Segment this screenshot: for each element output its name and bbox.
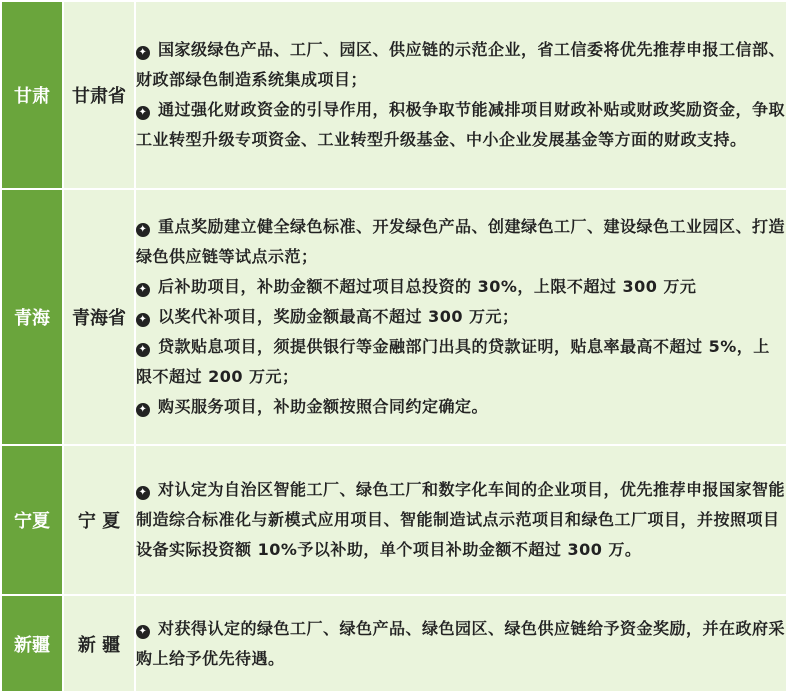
policy-content-cell	[135, 189, 787, 445]
province-cell: 青海省	[63, 189, 135, 445]
star-bullet-icon: ✦	[136, 46, 150, 60]
province-cell: 宁 夏	[63, 445, 135, 595]
policy-item	[136, 475, 786, 565]
province-cell: 新 疆	[63, 595, 135, 692]
policy-item-text: 重点奖励建立健全绿色标准、开发绿色产品、创建绿色工厂、建设绿色工业园区、打造绿色供应链等试点示范；	[136, 217, 786, 266]
star-bullet-icon: ✦	[136, 403, 150, 417]
policy-item	[136, 272, 786, 302]
region-cell: 甘肃	[1, 1, 63, 189]
policy-row	[1, 445, 787, 595]
policy-content-cell	[135, 445, 787, 595]
policy-item	[136, 302, 786, 332]
policy-content-cell	[135, 1, 787, 189]
policy-item-text: 后补助项目，补助金额不超过项目总投资的 30%，上限不超过 300 万元	[158, 277, 697, 296]
policy-item	[136, 35, 786, 95]
star-bullet-icon: ✦	[136, 625, 150, 639]
star-bullet-icon: ✦	[136, 486, 150, 500]
policy-item-text: 贷款贴息项目，须提供银行等金融部门出具的贷款证明，贴息率最高不超过 5%，上限不超过 200 万元；	[136, 337, 770, 386]
policy-row	[1, 189, 787, 445]
policy-item-text: 通过强化财政资金的引导作用，积极争取节能减排项目财政补贴或财政奖励资金，争取工业转型升级专项资金、工业转型升级基金、中小企业发展基金等方面的财政支持。	[136, 100, 786, 149]
star-bullet-icon: ✦	[136, 343, 150, 357]
policy-row	[1, 595, 787, 692]
policy-item	[136, 95, 786, 155]
region-cell: 宁夏	[1, 445, 63, 595]
star-bullet-icon: ✦	[136, 283, 150, 297]
policy-item	[136, 392, 786, 422]
policy-item	[136, 332, 786, 392]
region-cell: 青海	[1, 189, 63, 445]
policy-item-text: 国家级绿色产品、工厂、园区、供应链的示范企业，省工信委将优先推荐申报工信部、财政部绿色制造系统集成项目；	[136, 40, 786, 89]
star-bullet-icon: ✦	[136, 313, 150, 327]
policy-item-text: 购买服务项目，补助金额按照合同约定确定。	[158, 397, 489, 416]
province-cell: 甘肃省	[63, 1, 135, 189]
star-bullet-icon: ✦	[136, 223, 150, 237]
policy-content-cell	[135, 595, 787, 692]
policy-table-body	[1, 1, 787, 692]
policy-item-text: 对获得认定的绿色工厂、绿色产品、绿色园区、绿色供应链给予资金奖励，并在政府采购上给予优先待遇。	[136, 618, 786, 668]
policy-item-text: 以奖代补项目，奖励金额最高不超过 300 万元；	[158, 307, 519, 326]
policy-item-text: 对认定为自治区智能工厂、绿色工厂和数字化车间的企业项目，优先推荐申报国家智能制造综合标准化与新模式应用项目、智能制造试点示范项目和绿色工厂项目，并按照项目设备实际投资额 10%予以补助，单个项目补助金额不超过 300 万。	[136, 480, 786, 559]
policy-item	[136, 212, 786, 272]
policy-row	[1, 1, 787, 189]
star-bullet-icon: ✦	[136, 106, 150, 120]
policy-item	[136, 614, 786, 674]
region-cell: 新疆	[1, 595, 63, 692]
